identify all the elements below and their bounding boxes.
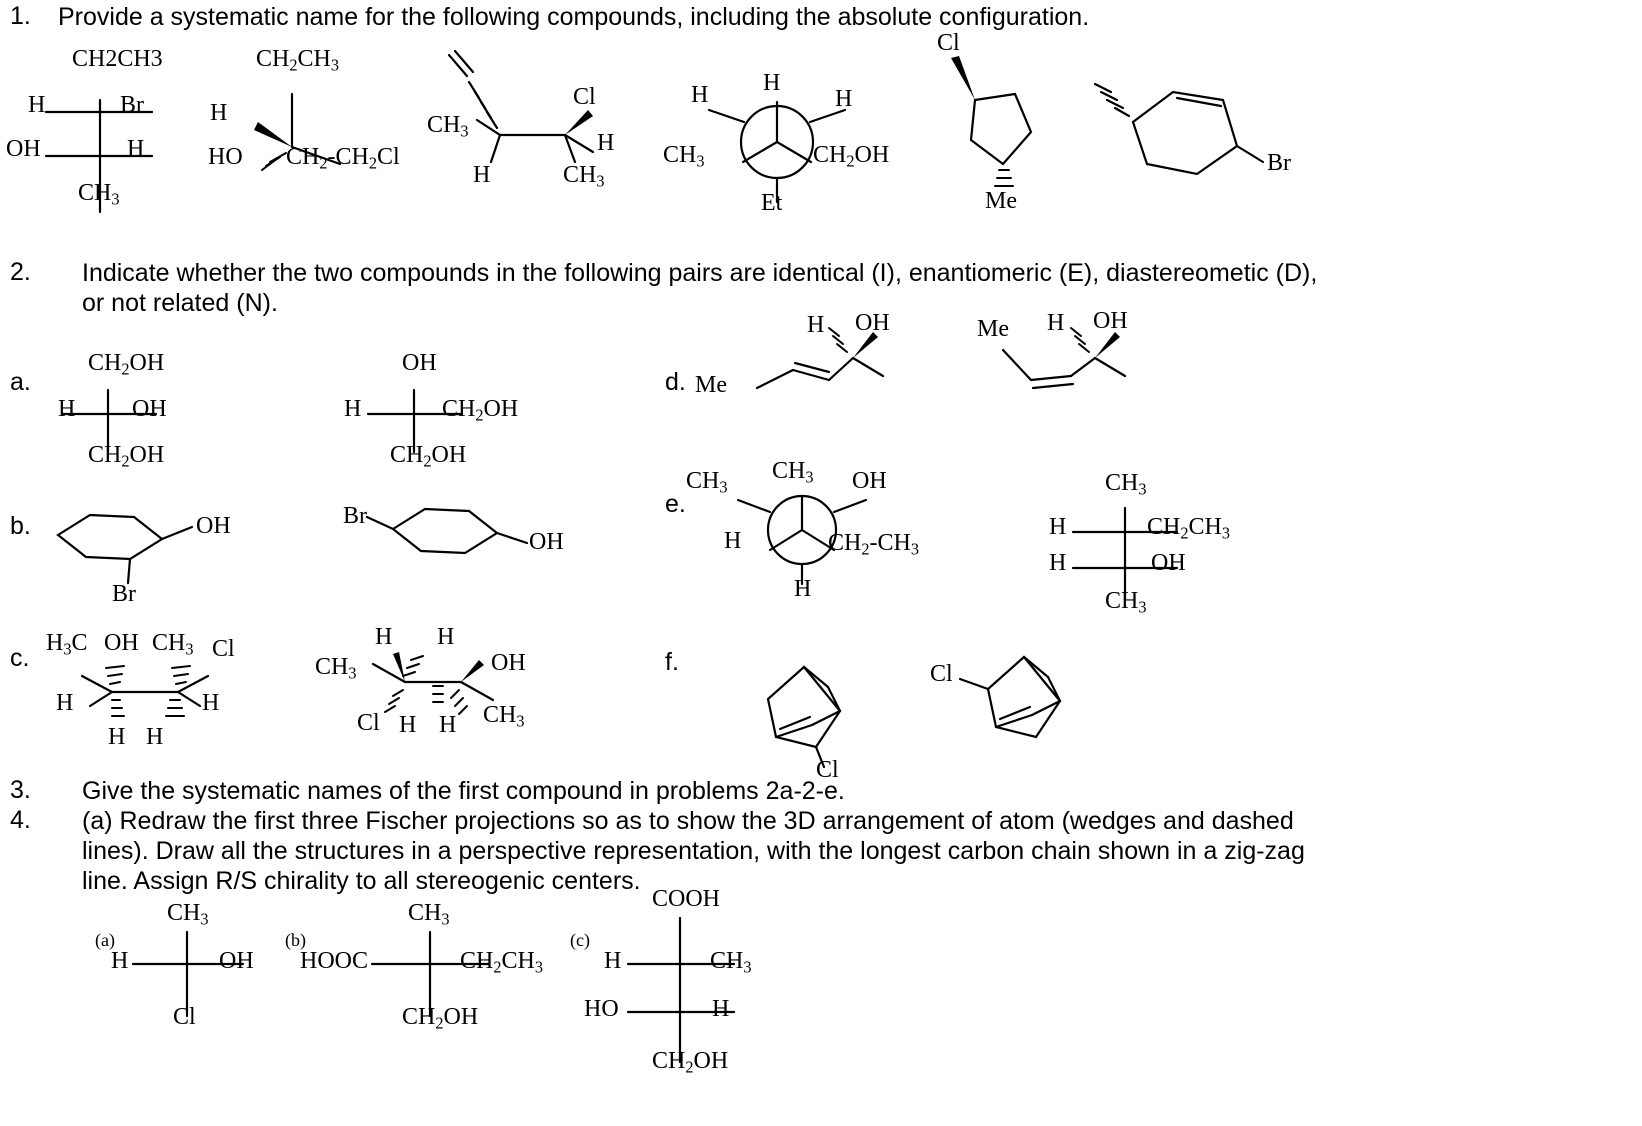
q2c-left-h1: H <box>56 690 74 716</box>
q2f-right-cl: Cl <box>930 661 953 687</box>
q1-structure-2-svg <box>200 52 450 217</box>
q2d-right-me: Me <box>977 316 1009 342</box>
q4-a-bottom: Cl <box>173 1004 196 1030</box>
q1-s1-bottom: $CH_3$ <box>78 180 120 209</box>
q4-b-left: HOOC <box>300 948 369 974</box>
q1-s2-right: $CH_2-CH_2Cl$ <box>286 144 400 173</box>
q2a-right-left: H <box>344 396 362 422</box>
q2c-left-structure <box>46 630 280 750</box>
q1-s4-front-left: H <box>691 82 709 108</box>
q2c-left-h4: H <box>146 724 164 750</box>
q2e-right-top: $CH_3$ <box>1105 470 1147 499</box>
q2c-left-h3: H <box>108 724 126 750</box>
q2e-right-left2: H <box>1049 550 1067 576</box>
q2d-right-oh: OH <box>1093 308 1128 334</box>
question-2-text-line1: Indicate whether the two compounds in the following pairs are identical (I), enantiomeric (E), diastereometic (D), <box>82 259 1318 287</box>
q2e-left-ch2ch3: $CH_2-CH_3$ <box>828 530 919 559</box>
q1-s3-bottom-right: $CH_3$ <box>563 162 605 191</box>
q2d-left-oh: OH <box>855 310 890 336</box>
q2c-right-h-bot1: H <box>399 712 417 738</box>
q2e-left-oh: OH <box>852 468 887 494</box>
q1-s4-back-left: $CH_3$ <box>663 142 705 171</box>
q4-b-label: (b) <box>285 930 306 950</box>
q4-c-left1: H <box>604 948 622 974</box>
question-1-text: Provide a systematic name for the following compounds, including the absolute configuration. <box>58 3 1090 31</box>
question-4-text-line3: line. Assign R/S chirality to all stereogenic centers. <box>82 867 641 895</box>
q2f-left-structure <box>740 655 920 783</box>
question-3-text: Give the systematic names of the first compound in problems 2a-2-e. <box>82 777 845 805</box>
q4-b-right: $CH_2CH_3$ <box>460 948 543 977</box>
q4-b-bottom: $CH_2OH$ <box>402 1004 479 1033</box>
q2e-left-h: H <box>724 528 742 554</box>
q4-a-label: (a) <box>95 930 115 950</box>
q4-c-left2: HO <box>584 996 619 1022</box>
q2d-left-start: Me <box>695 372 727 398</box>
q2d-left-structure <box>695 310 915 428</box>
q2c-right-structure <box>315 620 565 740</box>
q2c-right-h-bot2: H <box>439 712 457 738</box>
q2c-right-h-top1: H <box>375 624 393 650</box>
q2d-right-structure <box>975 310 1175 430</box>
q2b-left-oh: OH <box>196 513 231 539</box>
q2a-left-bottom: $CH_2OH$ <box>88 442 165 471</box>
q2c-left-h3c: $H_3C$ <box>46 630 88 659</box>
q2e-right-fischer <box>1035 470 1265 618</box>
q2-item-d-label: d. <box>665 368 686 396</box>
q1-s1-right-lower: H <box>127 136 145 162</box>
q2a-left-right: OH <box>132 396 167 422</box>
q2f-left-cl: Cl <box>816 757 839 783</box>
q2a-right-top: OH <box>402 350 437 376</box>
q2c-left-h2: H <box>202 690 220 716</box>
q1-s1-left-lower: OH <box>6 136 41 162</box>
q1-structure-1-fischer <box>0 46 200 217</box>
q4-b-top: $CH_3$ <box>408 900 450 929</box>
q1-s3-right-upper: Cl <box>573 84 596 110</box>
q1-s1-top: CH2CH3 <box>72 46 163 72</box>
q4-c-svg <box>600 890 860 1090</box>
q2f-right-svg <box>940 645 1120 755</box>
q2e-left-ch3-a: $CH_3$ <box>686 468 728 497</box>
q1-structure-2 <box>200 46 450 217</box>
q2-item-e-label: e. <box>665 490 686 518</box>
q2c-right-oh: OH <box>491 650 526 676</box>
q2a-right-structure <box>344 350 570 476</box>
q1-structure-3 <box>425 40 655 215</box>
q1-s4-front-top: H <box>763 70 781 96</box>
q1-s6-br: Br <box>1267 150 1291 176</box>
q1-structure-6-cyclohexene <box>1085 50 1305 200</box>
q2e-left-bottom-h: H <box>794 576 812 602</box>
q2d-right-h: H <box>1047 310 1065 336</box>
q1-s5-top: Cl <box>937 30 960 56</box>
q2a-left-top: $CH_2OH$ <box>88 350 165 379</box>
q4-structure-c <box>584 886 860 1090</box>
q4-c-bottom: $CH_2OH$ <box>652 1048 729 1077</box>
q4-c-right2: H <box>712 996 730 1022</box>
q2b-right-structure <box>343 495 595 595</box>
q2c-right-h-top2: H <box>437 624 455 650</box>
q4-structure-a <box>111 900 315 1040</box>
q1-structure-4-svg <box>665 50 915 220</box>
q2d-left-h: H <box>807 312 825 338</box>
question-2-number: 2. <box>10 258 31 286</box>
q4-structure-b <box>300 900 570 1040</box>
q2a-right-right: $CH_2OH$ <box>442 396 519 425</box>
q4-c-top: COOH <box>652 886 721 912</box>
q1-s3-left: $CH_3$ <box>427 112 469 141</box>
q1-s1-left-upper: H <box>28 92 46 118</box>
q1-s5-bottom: Me <box>985 188 1017 214</box>
q2e-right-bottom: $CH_3$ <box>1105 588 1147 617</box>
q2b-right-oh: OH <box>529 529 564 555</box>
q4-a-right: OH <box>219 948 254 974</box>
q1-s2-top: $CH_2CH_3$ <box>256 46 339 75</box>
q2e-left-ch3-b: $CH_3$ <box>772 458 814 487</box>
q1-structure-6-svg <box>1085 50 1305 200</box>
q2b-left-structure <box>50 495 270 607</box>
q1-s4-back-right: $CH_2OH$ <box>813 142 890 171</box>
q2a-right-bottom: $CH_2OH$ <box>390 442 467 471</box>
q2c-left-oh: OH <box>104 630 139 656</box>
q4-c-right1: $CH_3$ <box>710 948 752 977</box>
q2-item-a-label: a. <box>10 368 31 396</box>
q1-structure-4-newman <box>665 50 915 220</box>
q4-a-top: $CH_3$ <box>167 900 209 929</box>
q2c-left-cl: Cl <box>212 636 235 662</box>
question-4-text-line2: lines). Draw all the structures in a perspective representation, with the longest carbon chain shown in a zig-zag <box>82 837 1305 865</box>
q4-c-label: (c) <box>570 930 590 950</box>
q2e-left-newman <box>686 458 950 610</box>
q2a-left-structure <box>58 350 260 476</box>
q2e-right-right1: $CH_2CH_3$ <box>1147 514 1230 543</box>
question-1-number: 1. <box>10 2 31 30</box>
q2b-left-br: Br <box>112 581 136 607</box>
q1-s4-back-bottom: Et <box>761 190 783 216</box>
q1-s1-right-upper: Br <box>120 92 144 118</box>
q1-structure-5-cyclopentane <box>915 30 1085 220</box>
q1-s3-bottom-left: H <box>473 162 491 188</box>
q1-s2-left-upper: H <box>210 100 228 126</box>
q4-a-svg <box>115 900 315 1040</box>
q2b-left-svg <box>50 495 270 595</box>
q2-item-b-label: b. <box>10 512 31 540</box>
q2c-left-ch3: $CH_3$ <box>152 630 194 659</box>
q2c-right-ch3: $CH_3$ <box>315 654 357 683</box>
question-4-number: 4. <box>10 806 31 834</box>
q2f-right-structure <box>930 645 1120 755</box>
q4-a-left: H <box>111 948 129 974</box>
q2c-right-ch3-b: $CH_3$ <box>483 702 525 731</box>
q2-item-c-label: c. <box>10 644 30 672</box>
q2b-right-br: Br <box>343 503 367 529</box>
q1-s3-right-lower: H <box>597 130 615 156</box>
q2e-right-left1: H <box>1049 514 1067 540</box>
q1-s2-left-lower: HO <box>208 144 243 170</box>
question-3-number: 3. <box>10 776 31 804</box>
q2a-left-left: H <box>58 396 76 422</box>
question-4-text-line1: (a) Redraw the first three Fischer projections so as to show the 3D arrangement of atom (wedges and dashed <box>82 807 1294 835</box>
q2c-right-cl: Cl <box>357 710 380 736</box>
question-2-text-line2: or not related (N). <box>82 289 278 317</box>
q1-s4-front-right: H <box>835 86 853 112</box>
q2-item-f-label: f. <box>665 648 679 676</box>
q2e-right-svg <box>1035 478 1265 618</box>
q2e-right-right2: OH <box>1151 550 1186 576</box>
